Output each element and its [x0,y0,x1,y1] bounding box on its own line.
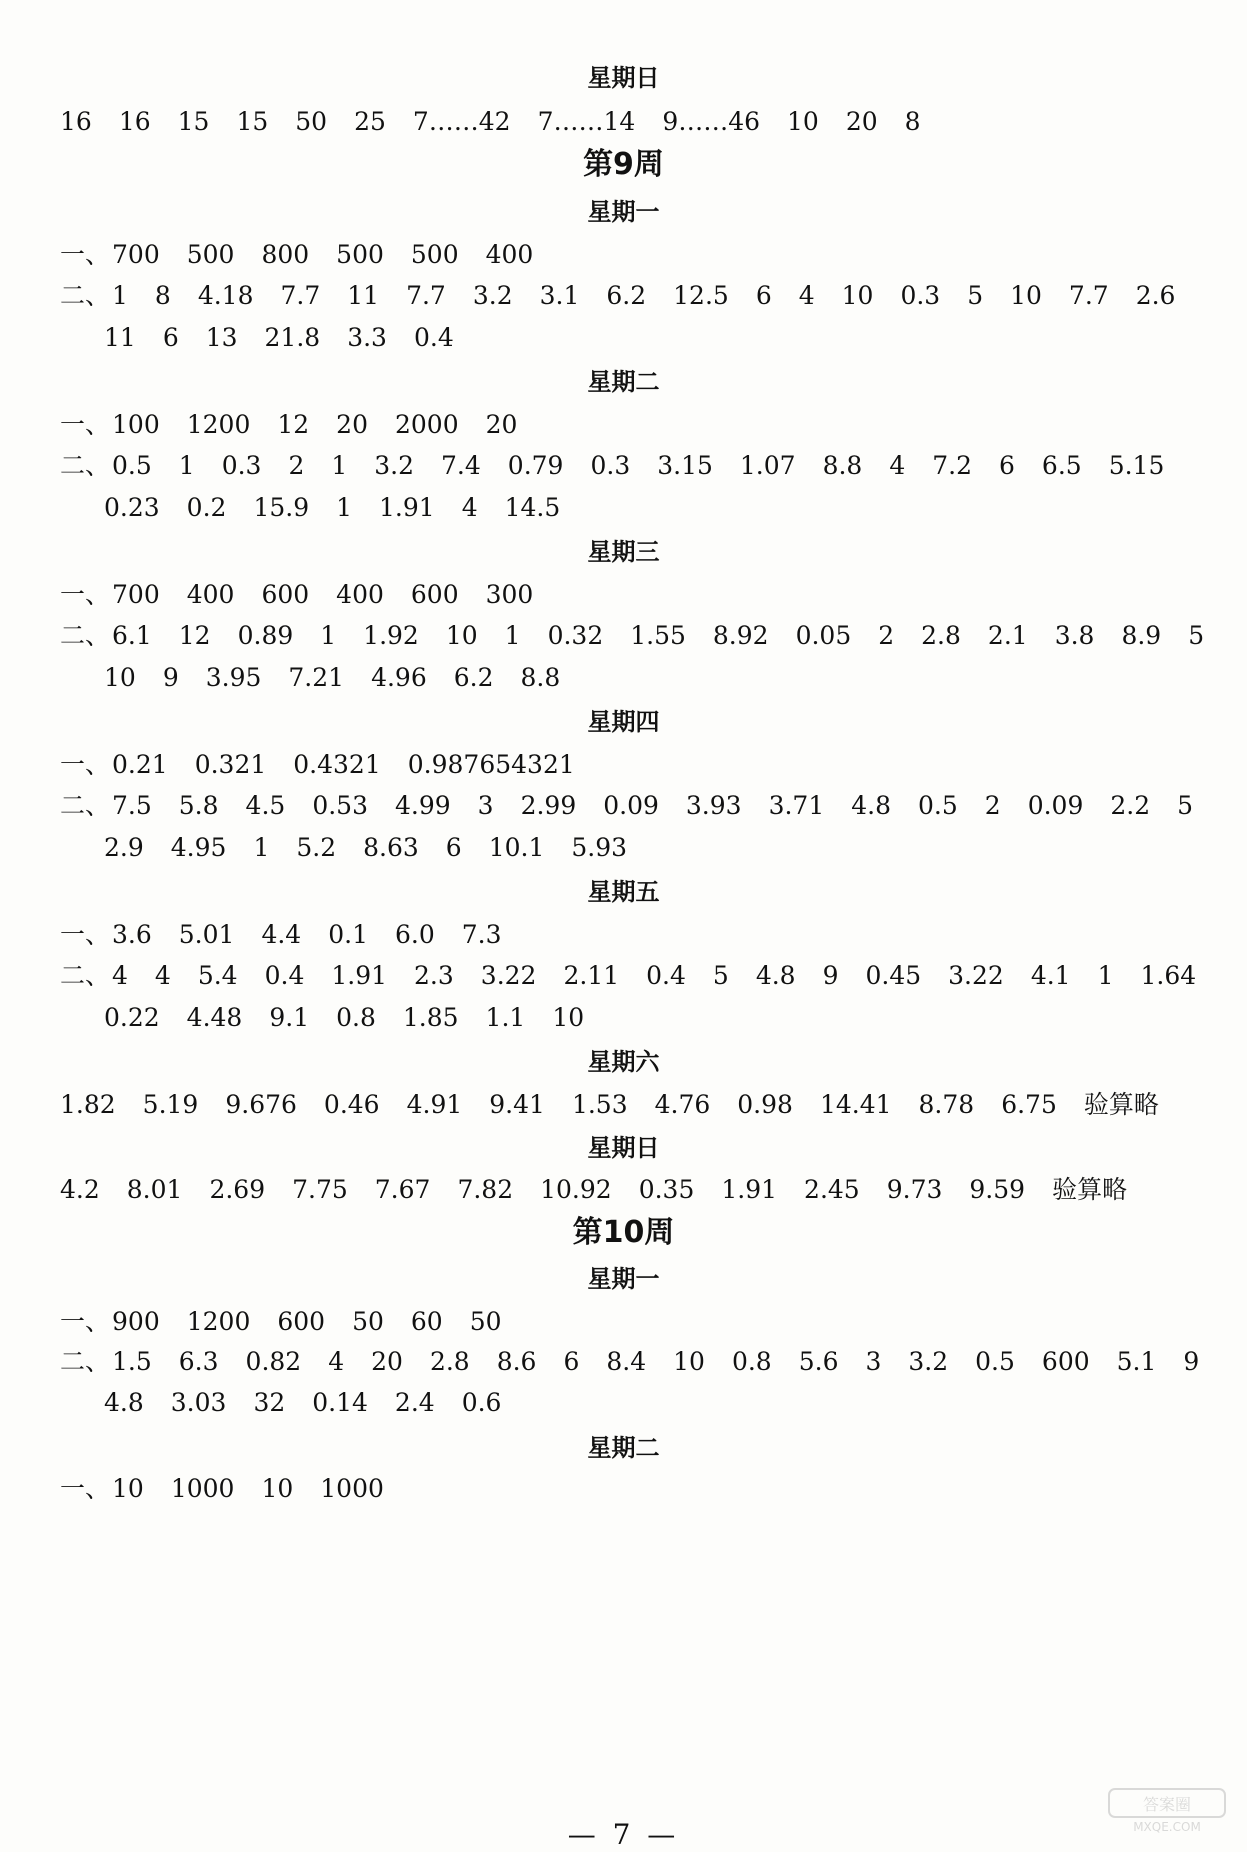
answer-value: 10 [1010,281,1042,310]
answer-value: 10.92 [540,1175,612,1204]
answer-value: 7……14 [537,107,636,136]
answer-value: 5.01 [178,920,235,949]
answer-value: 5 [1177,791,1194,820]
answer-value: 0.05 [795,621,852,650]
answer-value: 21.8 [264,323,321,352]
answer-value: 0.3 [900,281,941,310]
answer-value: 3.15 [657,451,713,480]
answer-value: 0.32 [547,621,604,650]
answer-value: 2.9 [104,833,144,862]
answer-values [60,1088,1084,1122]
answer-line [0,661,1247,695]
day-title-w9-mon: 星期一 [587,198,660,226]
answer-value: 4.2 [60,1175,100,1204]
answer-value: 3.93 [685,791,742,820]
answer-value: 8 [904,107,921,136]
answer-value: 8.8 [520,663,561,692]
answer-value: 7.5 [112,791,152,820]
answer-value: 3.22 [948,961,1004,990]
answer-value: 1 [112,281,128,310]
answer-value: 0.4 [264,961,305,990]
answer-value: 1 [336,493,353,522]
answer-value: 6 [563,1347,580,1376]
answer-value: 5.15 [1108,451,1165,480]
answer-value: 10 [552,1003,585,1032]
answer-value: 3.2 [374,451,415,480]
answer-value: 6 [445,833,462,862]
question-label: 一、 [60,920,111,949]
question-label: 二、 [60,621,111,650]
question-label: 二、 [60,1347,111,1376]
answer-values [112,619,1231,653]
answer-value: 1200 [186,410,251,439]
answer-line [0,408,1247,442]
answer-value: 400 [186,580,235,609]
answer-value: 1200 [186,1307,251,1336]
answer-values [112,578,560,612]
answer-line [0,1001,1247,1035]
answer-value: 0.1 [328,920,368,949]
answer-value: 10 [445,621,478,650]
answer-value: 6 [999,451,1015,480]
answer-line [0,1472,1247,1506]
answer-value: 2.8 [921,621,961,650]
answer-value: 32 [253,1388,286,1417]
answer-value: 3 [477,791,494,820]
answer-line [0,238,1247,272]
answer-value: 4.48 [186,1003,243,1032]
answer-value: 5.6 [798,1347,839,1376]
answer-value: 1.92 [363,621,419,650]
answer-line [0,1305,1247,1339]
answer-values [104,831,654,865]
answer-values [112,1305,529,1339]
answer-value: 7.82 [457,1175,514,1204]
answer-value: 4 [889,451,906,480]
answer-values [104,661,587,695]
day-title-w8-sun: 星期日 [587,64,660,92]
answer-line [0,279,1247,313]
answer-value: 0.4 [646,961,686,990]
answer-line [0,831,1247,865]
answer-value: 2 [984,791,1001,820]
answer-value: 8.92 [712,621,769,650]
answer-value: 3.71 [768,791,825,820]
answer-value: 3.22 [480,961,537,990]
answer-value: 2.69 [209,1175,266,1204]
answer-value: 5.19 [142,1090,199,1119]
answer-value: 4.8 [104,1388,144,1417]
answer-value: 0.21 [112,750,168,779]
answer-value: 600 [277,1307,326,1336]
answer-value: 8 [154,281,171,310]
answer-value: 25 [354,107,386,136]
answer-value: 4 [461,493,478,522]
answer-values [112,748,602,782]
answer-values [60,1173,1052,1207]
answer-line [0,449,1247,483]
answer-value: 0.79 [507,451,564,480]
answer-value: 2 [878,621,895,650]
answer-value: 14.5 [504,493,561,522]
answer-value: 5.93 [571,833,628,862]
answer-value: 7.67 [374,1175,431,1204]
answer-values [104,491,587,525]
answer-values [112,238,560,272]
answer-value: 2.99 [520,791,577,820]
answer-value: 500 [186,240,235,269]
day-title-w10-mon: 星期一 [587,1265,660,1293]
answer-value: 15 [236,107,269,136]
answer-value: 13 [205,323,238,352]
answer-value: 20 [371,1347,403,1376]
answer-value: 9.1 [269,1003,310,1032]
answer-value: 5 [712,961,729,990]
answer-values [104,321,481,355]
answer-value: 6 [755,281,772,310]
page-number: — 7 — [567,1818,680,1851]
answer-value: 8.9 [1121,621,1162,650]
answer-value: 1 [320,621,337,650]
answer-values [112,279,1202,313]
answer-value: 7.4 [441,451,481,480]
answer-value: 5.1 [1116,1347,1157,1376]
answer-value: 60 [410,1307,443,1336]
answer-value: 4 [154,961,171,990]
answer-value: 2.2 [1110,791,1151,820]
answer-value: 1.85 [402,1003,459,1032]
answer-line [0,105,1247,139]
answer-line [0,789,1247,823]
answer-value: 9.676 [225,1090,297,1119]
answer-value: 7.3 [461,920,502,949]
answer-value: 4.5 [245,791,286,820]
answer-values [112,959,1223,993]
answer-value: 5 [967,281,984,310]
answer-value: 2 [288,451,305,480]
question-label: 二、 [60,281,111,310]
answer-value: 9.41 [489,1090,545,1119]
answer-value: 7.7 [280,281,321,310]
answer-line [0,959,1247,993]
answer-value: 1 [331,451,348,480]
answer-value: 400 [336,580,384,609]
answer-value: 10 [673,1347,705,1376]
answer-value: 7.2 [932,451,973,480]
answer-value: 0.3 [590,451,631,480]
answer-value: 12.5 [673,281,729,310]
answer-value: 4 [328,1347,345,1376]
answer-value: 8.01 [126,1175,183,1204]
day-title-w10-tue: 星期二 [587,1434,660,1462]
answer-value: 9 [1183,1347,1200,1376]
answer-value: 12 [178,621,211,650]
answer-value: 1 [504,621,521,650]
answer-value: 4 [798,281,815,310]
answer-value: 2.11 [563,961,620,990]
answer-value: 1.91 [331,961,388,990]
answer-value: 4.4 [261,920,302,949]
answer-value: 400 [485,240,534,269]
answer-value: 1 [1097,961,1114,990]
answer-line [0,748,1247,782]
answer-value: 2.1 [987,621,1028,650]
svg-text:MXQE.COM: MXQE.COM [1133,1820,1201,1834]
answer-value: 4 [112,961,128,990]
answer-value: 3.03 [170,1388,227,1417]
answer-value: 6.0 [394,920,435,949]
answer-value: 5.8 [178,791,219,820]
answer-value: 6.3 [178,1347,219,1376]
answer-value: 7.75 [292,1175,348,1204]
question-label: 一、 [60,240,111,269]
answer-value: 9 [162,663,179,692]
answer-value: 2.8 [429,1347,470,1376]
answer-value: 11 [347,281,380,310]
answer-value: 10 [841,281,874,310]
question-label: 一、 [60,1474,111,1503]
answer-value: 0.82 [245,1347,302,1376]
answer-value: 3.2 [472,281,513,310]
answer-value: 1.82 [60,1090,116,1119]
answer-value: 2.4 [394,1388,435,1417]
answer-line [0,1088,1247,1122]
answer-value: 3.95 [205,663,262,692]
answer-value: 0.5 [918,791,958,820]
answer-value: 2000 [394,410,459,439]
answer-value: 0.987654321 [407,750,575,779]
question-label: 一、 [60,1307,111,1336]
answer-value: 8.8 [822,451,863,480]
answer-value: 600 [261,580,310,609]
answer-value: 0.2 [186,493,227,522]
watermark-logo-icon [1107,1785,1227,1835]
answer-value: 800 [261,240,310,269]
answer-value: 1 [253,833,270,862]
answer-value: 4.76 [654,1090,711,1119]
answer-value: 8.63 [363,833,419,862]
answer-value: 4.99 [394,791,451,820]
answer-value: 1.53 [571,1090,628,1119]
answer-value: 3.6 [112,920,152,949]
check-omitted-note: 验算略 [1052,1175,1128,1204]
answer-line [0,1345,1247,1379]
answer-value: 50 [295,107,328,136]
answer-value: 0.5 [112,451,152,480]
day-title-w9-fri: 星期五 [587,878,660,906]
answer-value: 3.2 [908,1347,949,1376]
answer-value: 0.46 [323,1090,380,1119]
answer-value: 6.75 [1001,1090,1057,1119]
answer-value: 0.23 [104,493,160,522]
answer-value: 50 [469,1307,502,1336]
answer-value: 10.1 [488,833,545,862]
answer-value: 3.3 [347,323,387,352]
answer-values [112,1472,411,1506]
answer-value: 3 [865,1347,882,1376]
svg-text:答案圈: 答案圈 [1142,1795,1192,1814]
answer-line [0,918,1247,952]
answer-value: 0.4321 [293,750,381,779]
answer-line [0,578,1247,612]
answer-value: 5 [1188,621,1205,650]
answer-value: 0.35 [638,1175,695,1204]
answer-value: 0.6 [461,1388,502,1417]
answer-value: 1.91 [721,1175,778,1204]
answer-value: 10 [112,1474,144,1503]
answer-value: 3.8 [1054,621,1095,650]
answer-value: 50 [352,1307,384,1336]
answer-value: 4.8 [851,791,892,820]
answer-values [60,105,948,139]
answer-value: 20 [845,107,878,136]
question-label: 二、 [60,791,111,820]
answer-value: 16 [118,107,151,136]
check-omitted-note: 验算略 [1083,1090,1159,1119]
answer-value: 4.18 [197,281,254,310]
answer-value: 2.45 [804,1175,860,1204]
answer-value: 600 [1041,1347,1090,1376]
answer-value: 5.4 [197,961,238,990]
answer-value: 15.9 [253,493,310,522]
answer-values [104,1001,611,1035]
answer-value: 6 [162,323,179,352]
answer-value: 7……42 [412,107,511,136]
answer-value: 1.1 [485,1003,526,1032]
answer-value: 8.4 [606,1347,647,1376]
answer-value: 6.2 [453,663,494,692]
answer-value: 12 [277,410,310,439]
answer-value: 0.321 [194,750,267,779]
answer-value: 4.95 [170,833,227,862]
answer-value: 1000 [170,1474,235,1503]
answer-value: 9.73 [886,1175,943,1204]
answer-value: 0.8 [336,1003,376,1032]
answer-value: 300 [485,580,534,609]
question-label: 二、 [60,961,111,990]
answer-values [112,789,1220,823]
answer-values [112,918,529,952]
answer-value: 0.09 [1027,791,1084,820]
week-title-9: 第9周 [583,147,664,182]
answer-values [112,1345,1226,1379]
day-title-w9-thu: 星期四 [587,708,660,736]
answer-value: 6.2 [606,281,647,310]
answer-value: 0.09 [603,791,659,820]
answer-value: 11 [104,323,136,352]
answer-value: 1.91 [379,493,435,522]
answer-value: 10 [104,663,136,692]
answer-value: 4.91 [406,1090,463,1119]
answer-value: 6.5 [1041,451,1082,480]
answer-value: 0.53 [312,791,368,820]
answer-value: 0.8 [731,1347,772,1376]
answer-value: 8.6 [496,1347,537,1376]
answer-value: 4.96 [371,663,427,692]
week-title-10: 第10周 [572,1215,675,1250]
answer-value: 4.1 [1030,961,1071,990]
answer-value: 0.45 [865,961,922,990]
answer-line [0,619,1247,653]
day-title-w9-sat: 星期六 [587,1048,660,1076]
answer-value: 1000 [320,1474,384,1503]
answer-value: 0.98 [737,1090,793,1119]
answer-value: 10 [261,1474,294,1503]
answer-value: 600 [410,580,459,609]
answer-value: 0.22 [104,1003,160,1032]
answer-value: 5.2 [296,833,337,862]
answer-value: 1.5 [112,1347,152,1376]
answer-line [0,321,1247,355]
answer-value: 14.41 [819,1090,892,1119]
answer-values [104,1386,528,1420]
answer-value: 4.8 [755,961,796,990]
answer-value: 1 [178,451,195,480]
answer-values [112,408,544,442]
answer-value: 500 [336,240,384,269]
answer-value: 1.55 [630,621,686,650]
answer-value: 0.5 [975,1347,1015,1376]
question-label: 二、 [60,451,111,480]
question-label: 一、 [60,580,111,609]
answer-value: 700 [112,580,160,609]
answer-value: 9 [822,961,839,990]
answer-line [0,1386,1247,1420]
answer-value: 9……46 [662,107,761,136]
answer-value: 0.4 [413,323,454,352]
question-label: 一、 [60,410,111,439]
day-title-w9-sun: 星期日 [587,1134,660,1162]
answer-value: 500 [410,240,459,269]
answer-value: 0.14 [312,1388,368,1417]
answer-value: 6.1 [112,621,152,650]
answer-value: 9.59 [969,1175,1026,1204]
answer-value: 15 [177,107,210,136]
answer-value: 900 [112,1307,160,1336]
answer-value: 0.89 [237,621,294,650]
answer-value: 1.64 [1140,961,1197,990]
answer-value: 100 [112,410,160,439]
day-title-w9-wed: 星期三 [587,538,660,566]
answer-value: 20 [485,410,518,439]
answer-value: 3.1 [539,281,580,310]
answer-line [0,491,1247,525]
answer-value: 10 [787,107,819,136]
answer-value: 2.3 [414,961,454,990]
question-label: 一、 [60,750,111,779]
answer-value: 700 [112,240,160,269]
answer-value: 1.07 [739,451,796,480]
answer-value: 20 [336,410,368,439]
answer-value: 8.78 [918,1090,975,1119]
answer-value: 16 [60,107,92,136]
answer-value: 7.21 [288,663,345,692]
answer-value: 0.3 [221,451,262,480]
answer-value: 7.7 [406,281,446,310]
day-title-w9-tue: 星期二 [587,368,660,396]
answer-line [0,1173,1247,1207]
answer-values [112,449,1191,483]
answer-value: 2.6 [1135,281,1176,310]
answer-value: 7.7 [1068,281,1109,310]
